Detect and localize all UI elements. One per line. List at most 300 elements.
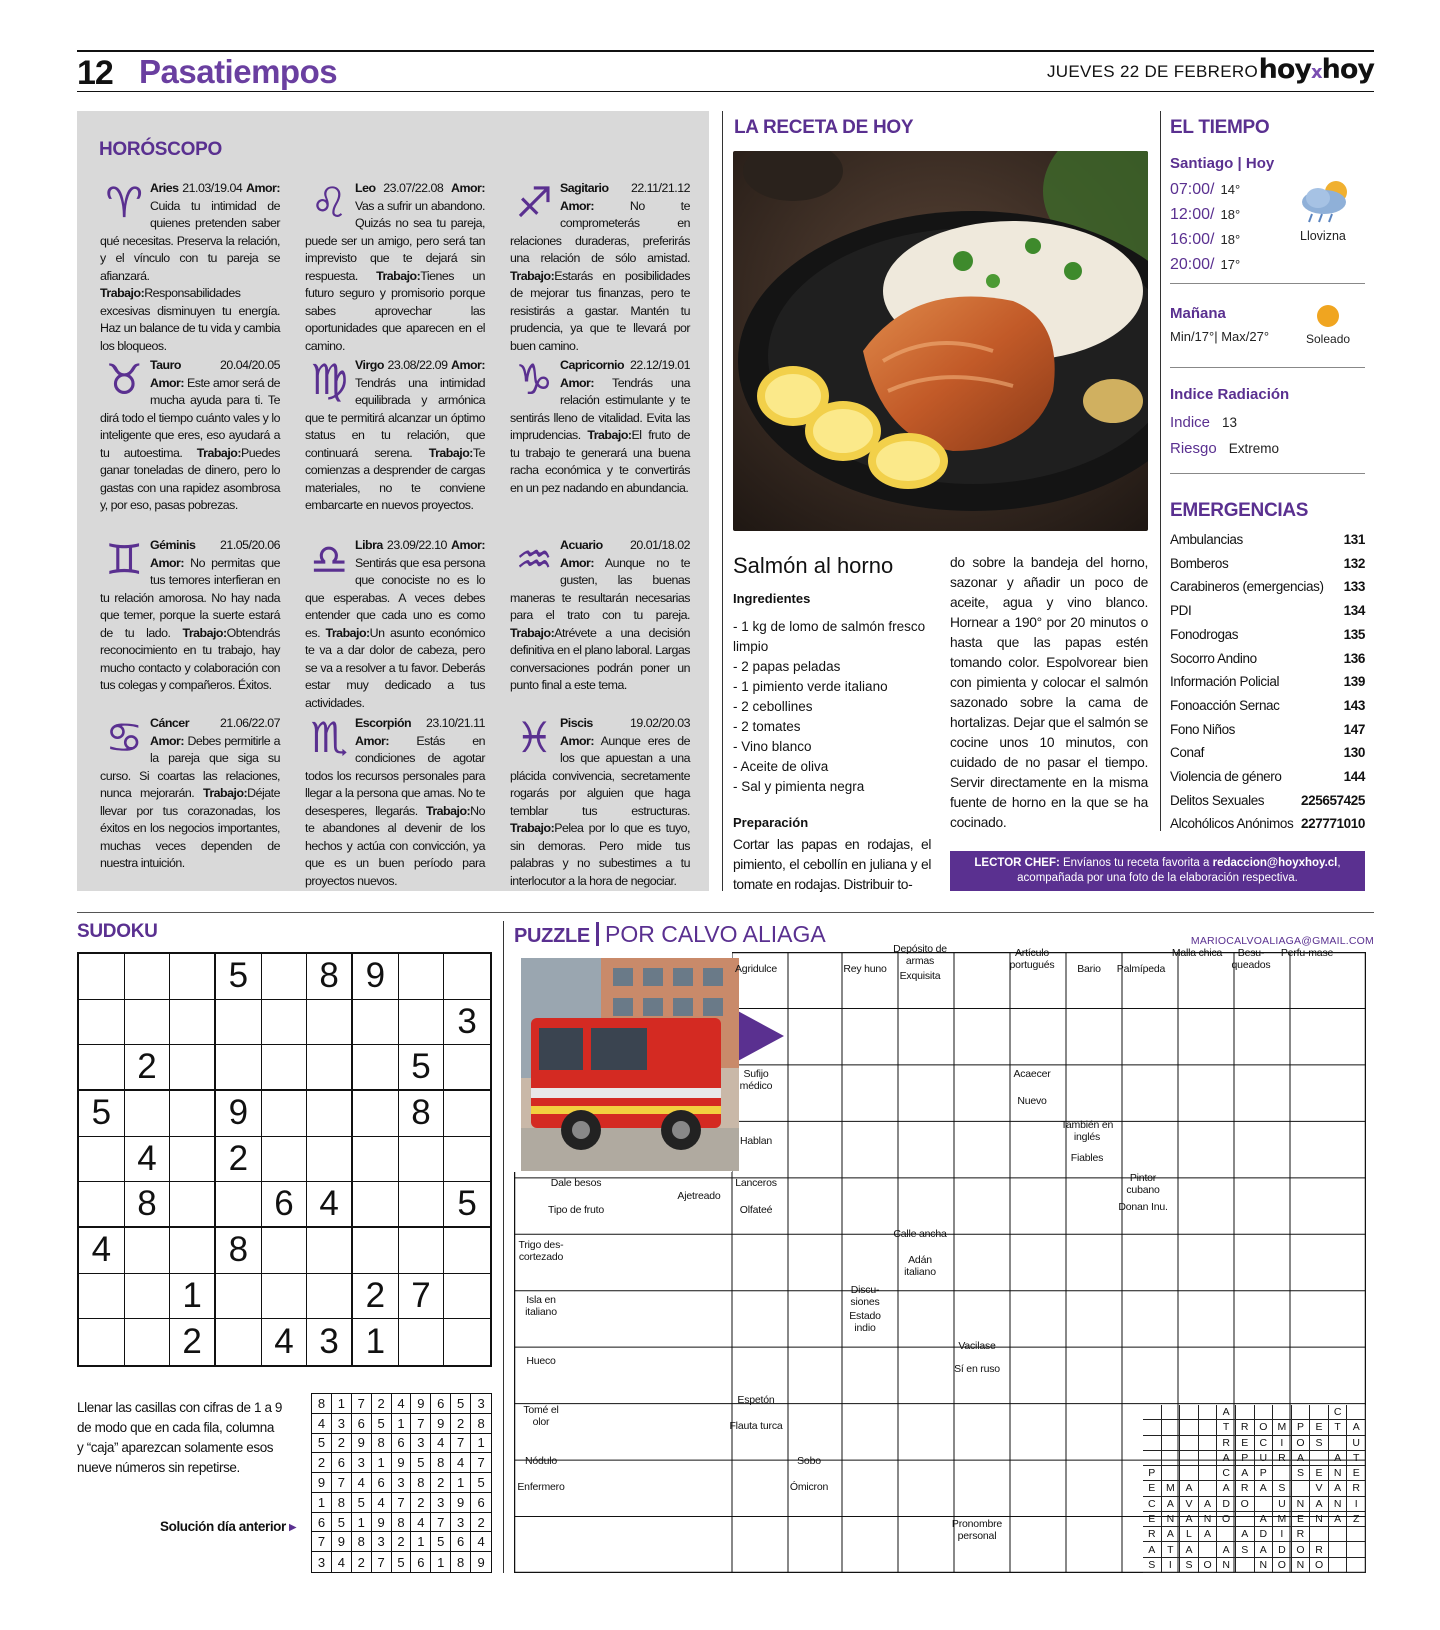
sudoku-cell: 3 xyxy=(392,1473,412,1493)
horoscope-sign-tauro: ♉ Tauro 20.04/20.05 Amor: Este amor será de mucha ayuda para ti. Te dirá todo el tiempo cuánto vales y lo inteligente que eres, eso ayudará a tu autoestima. Trabajo:Puedes ganar toneladas de dinero, pero lo gastas con una rapidez asombrosa y, por eso, pasas pobrezas. xyxy=(100,355,280,512)
solution-cell xyxy=(1199,1405,1218,1420)
sudoku-cell: 6 xyxy=(471,1493,491,1513)
sudoku-cell: 7 xyxy=(471,1453,491,1473)
solution-cell: A xyxy=(1217,1405,1236,1420)
sudoku-cell: 1 xyxy=(372,1453,392,1473)
sudoku-cell: 2 xyxy=(312,1453,332,1473)
solution-cell: A xyxy=(1292,1451,1311,1466)
drizzle-icon xyxy=(1296,178,1356,231)
sudoku-cell: 6 xyxy=(431,1394,451,1414)
emergency-contact: Bomberos 132 xyxy=(1170,555,1365,571)
sudoku-cell: 9 xyxy=(352,1434,372,1454)
solution-cell xyxy=(1180,1405,1199,1420)
sudoku-cell[interactable] xyxy=(216,1045,262,1091)
sudoku-cell: 4 xyxy=(262,1319,308,1365)
sudoku-cell: 8 xyxy=(431,1453,451,1473)
solution-cell xyxy=(1162,1420,1181,1435)
sudoku-cell[interactable] xyxy=(399,954,445,1000)
sudoku-cell: 5 xyxy=(79,1091,125,1137)
puzzle-author-email: MARIOCALVOALIAGA@GMAIL.COM xyxy=(1190,935,1374,947)
sudoku-cell[interactable] xyxy=(125,1000,171,1046)
sudoku-cell: 4 xyxy=(411,1513,431,1533)
clue-enfermero: Enfermero xyxy=(517,1481,565,1493)
sudoku-cell: 6 xyxy=(312,1513,332,1533)
sudoku-cell: 6 xyxy=(332,1453,352,1473)
sudoku-cell: 1 xyxy=(471,1434,491,1454)
sudoku-cell[interactable] xyxy=(353,1000,399,1046)
sudoku-cell[interactable] xyxy=(262,954,308,1000)
sudoku-cell[interactable] xyxy=(170,954,216,1000)
sudoku-cell: 5 xyxy=(451,1394,471,1414)
sudoku-cell[interactable] xyxy=(216,1274,262,1320)
solution-cell: N xyxy=(1292,1497,1311,1512)
ingredient-item: - 2 tomates xyxy=(733,719,801,734)
clue-trigo: Trigo des-cortezado xyxy=(518,1239,564,1263)
solution-cell: O xyxy=(1199,1558,1218,1573)
hourly-forecast: 12:00/ 18° xyxy=(1170,206,1241,223)
sudoku-cell: 2 xyxy=(352,1552,372,1572)
sudoku-cell: 8 xyxy=(312,1394,332,1414)
sudoku-cell[interactable] xyxy=(353,1045,399,1091)
sudoku-cell[interactable] xyxy=(79,1319,125,1365)
solution-cell: C xyxy=(1329,1405,1348,1420)
solution-cell: D xyxy=(1217,1497,1236,1512)
sudoku-cell[interactable] xyxy=(170,1091,216,1137)
sudoku-cell[interactable] xyxy=(399,1228,445,1274)
sudoku-cell[interactable] xyxy=(353,1091,399,1137)
solution-cell xyxy=(1292,1405,1311,1420)
solution-cell: R xyxy=(1143,1527,1162,1542)
sudoku-cell[interactable] xyxy=(307,1137,353,1183)
clue-perfumase: Perfu-mase xyxy=(1280,947,1334,959)
sudoku-cell[interactable] xyxy=(79,1274,125,1320)
sudoku-cell: 1 xyxy=(332,1394,352,1414)
solution-cell: S xyxy=(1236,1542,1255,1557)
sudoku-cell[interactable] xyxy=(79,1182,125,1228)
solution-cell xyxy=(1347,1542,1366,1557)
solution-cell: T xyxy=(1329,1420,1348,1435)
solution-cell xyxy=(1143,1451,1162,1466)
sudoku-cell: 7 xyxy=(372,1552,392,1572)
emergency-contact: PDI 134 xyxy=(1170,603,1365,619)
solution-cell: U xyxy=(1255,1451,1274,1466)
solution-cell: P xyxy=(1143,1466,1162,1481)
sudoku-cell: 6 xyxy=(392,1434,412,1454)
sudoku-cell: 2 xyxy=(451,1414,471,1434)
clue-sufijo: Sufijo médico xyxy=(739,1068,773,1092)
page-header xyxy=(77,50,1374,92)
sudoku-cell[interactable] xyxy=(79,1000,125,1046)
sudoku-cell[interactable] xyxy=(262,1045,308,1091)
solution-cell: N xyxy=(1255,1558,1274,1573)
sudoku-cell[interactable] xyxy=(444,1274,490,1320)
clue-hueco: Hueco xyxy=(526,1355,556,1367)
sudoku-cell[interactable] xyxy=(125,1319,171,1365)
sudoku-cell: 9 xyxy=(332,1532,352,1552)
tomorrow-condition: Soleado xyxy=(1306,332,1351,346)
solution-cell: T xyxy=(1162,1542,1181,1557)
chef-email-link[interactable]: redaccion@hoyxhoy.cl xyxy=(1212,857,1338,869)
solution-cell xyxy=(1180,1466,1199,1481)
sudoku-cell[interactable] xyxy=(444,1091,490,1137)
sudoku-cell: 1 xyxy=(431,1552,451,1572)
solution-cell xyxy=(1273,1466,1292,1481)
sudoku-cell[interactable] xyxy=(444,1228,490,1274)
sudoku-cell[interactable] xyxy=(444,954,490,1000)
sudoku-cell: 5 xyxy=(312,1434,332,1454)
clue-exquisita: Exquisita xyxy=(899,970,941,982)
sudoku-cell[interactable] xyxy=(170,1137,216,1183)
sudoku-cell: 5 xyxy=(471,1473,491,1493)
solution-cell: C xyxy=(1255,1436,1274,1451)
emergency-contact: Fonoacción Sernac 143 xyxy=(1170,697,1365,713)
clue-rey-huno: Rey huno xyxy=(843,963,887,975)
solution-cell: O xyxy=(1255,1420,1274,1435)
sudoku-cell: 2 xyxy=(411,1493,431,1513)
sudoku-cell[interactable] xyxy=(262,1137,308,1183)
horoscope-title: HORÓSCOPO xyxy=(99,139,222,160)
sudoku-cell: 6 xyxy=(262,1182,308,1228)
horoscope-sign-escorpión: ♏ Escorpión 23.10/21.11 Amor: Estás en condiciones de agotar todos los recursos personales para llegar a la persona que amas. No te desesperes, llegarás. Trabajo:No te abandones al devenir de los hechos y actúa con convicción, ya que es un buen período para proyectos nuevos. xyxy=(305,713,485,888)
solution-cell: I xyxy=(1273,1436,1292,1451)
sudoku-cell: 5 xyxy=(392,1552,412,1572)
zodiac-piscis-icon: ♓ xyxy=(515,713,553,762)
sudoku-cell: 8 xyxy=(332,1493,352,1513)
sudoku-cell: 2 xyxy=(170,1319,216,1365)
solution-cell: N xyxy=(1329,1466,1348,1481)
emergency-contact: Ambulancias 131 xyxy=(1170,532,1365,547)
sudoku-cell: 5 xyxy=(352,1493,372,1513)
sudoku-cell[interactable] xyxy=(170,1228,216,1274)
clue-lanceros: Lanceros xyxy=(735,1177,777,1189)
solution-cell xyxy=(1162,1436,1181,1451)
solution-cell: E xyxy=(1310,1466,1329,1481)
recipe-section-title: LA RECETA DE HOY xyxy=(734,117,914,138)
sudoku-cell: 7 xyxy=(451,1434,471,1454)
sudoku-cell[interactable] xyxy=(216,1000,262,1046)
sudoku-cell[interactable] xyxy=(307,1274,353,1320)
zodiac-virgo-icon: ♍ xyxy=(310,355,348,404)
sudoku-cell: 4 xyxy=(372,1493,392,1513)
sudoku-cell: 6 xyxy=(411,1552,431,1572)
sudoku-cell[interactable] xyxy=(399,1182,445,1228)
solution-cell: A xyxy=(1180,1512,1199,1527)
sudoku-cell[interactable] xyxy=(353,1182,399,1228)
sudoku-cell: 3 xyxy=(444,1000,490,1046)
solution-cell xyxy=(1143,1436,1162,1451)
solution-cell: I xyxy=(1162,1558,1181,1573)
solution-cell: I xyxy=(1347,1497,1366,1512)
solution-cell xyxy=(1273,1405,1292,1420)
sudoku-solution-grid xyxy=(311,1393,492,1573)
sudoku-cell[interactable] xyxy=(399,1000,445,1046)
weather-city: Santiago | Hoy xyxy=(1170,155,1275,172)
sudoku-cell[interactable] xyxy=(216,1319,262,1365)
solution-cell: N xyxy=(1329,1497,1348,1512)
emergency-contact: Información Policial 139 xyxy=(1170,674,1365,690)
sudoku-instructions: Llenar las casillas con cifras de 1 a 9 de modo que en cada fila, columna y “caja” aparezcan solamente esos nueve números sin repetirse. xyxy=(77,1400,283,1475)
uv-index: Indice 13 xyxy=(1170,414,1238,431)
emergencies-title: EMERGENCIAS xyxy=(1170,500,1309,521)
solution-cell xyxy=(1217,1527,1236,1542)
emergency-contact: Alcohólicos Anónimos 227771010 xyxy=(1170,816,1365,832)
sudoku-cell: 8 xyxy=(451,1552,471,1572)
sudoku-cell: 4 xyxy=(312,1414,332,1434)
sudoku-cell[interactable] xyxy=(216,1182,262,1228)
zodiac-géminis-icon: ♊ xyxy=(105,535,143,584)
ingredient-item: - Vino blanco xyxy=(733,739,812,754)
sudoku-cell: 9 xyxy=(312,1473,332,1493)
sudoku-cell[interactable] xyxy=(399,1319,445,1365)
sudoku-cell: 5 xyxy=(399,1045,445,1091)
solution-cell: R xyxy=(1236,1481,1255,1496)
horoscope-sign-leo: ♌ Leo 23.07/22.08 Amor: Vas a sufrir un abandono. Quizás no sea tu pareja, puede ser un amigo, pero será tan imprevisto que te dejará sin respuesta. Trabajo:Tienes un futuro seguro y promisorio porque sabes aprovechar las oportunidades que aparecen en el camino. xyxy=(305,178,485,353)
solution-cell: V xyxy=(1180,1497,1199,1512)
horoscope-sign-libra: ♎ Libra 23.09/22.10 Amor: Sentirás que esa persona que conociste no es lo que esperabas. A veces debes entender que cada uno es como es. Trabajo:Un asunto económico te va a dar dolor de cabeza, pero se va a resolver a tu favor. Deberás estar muy dedicado a tus actividades. xyxy=(305,535,485,710)
sudoku-cell[interactable] xyxy=(307,1091,353,1137)
sudoku-cell[interactable] xyxy=(353,1137,399,1183)
sudoku-cell[interactable] xyxy=(307,1000,353,1046)
sudoku-cell[interactable] xyxy=(125,954,171,1000)
solution-cell xyxy=(1347,1527,1366,1542)
sudoku-cell[interactable] xyxy=(444,1137,490,1183)
sudoku-cell: 8 xyxy=(372,1434,392,1454)
solution-cell xyxy=(1329,1527,1348,1542)
sudoku-cell: 9 xyxy=(431,1414,451,1434)
sudoku-cell: 4 xyxy=(392,1394,412,1414)
solution-cell: O xyxy=(1310,1558,1329,1573)
clue-acaecer: Acaecer xyxy=(1013,1068,1051,1080)
clue-malla: Malla chica xyxy=(1171,947,1223,959)
solution-cell xyxy=(1236,1405,1255,1420)
solution-cell: O xyxy=(1273,1558,1292,1573)
solution-cell: S xyxy=(1180,1558,1199,1573)
clue-besuqueados: Besu-queados xyxy=(1231,947,1271,971)
zodiac-libra-icon: ♎ xyxy=(310,535,348,584)
sudoku-cell: 9 xyxy=(451,1493,471,1513)
sudoku-cell: 8 xyxy=(216,1228,262,1274)
sudoku-cell[interactable] xyxy=(125,1091,171,1137)
horoscope-sign-cáncer: ♋ Cáncer 21.06/22.07 Amor: Debes permitirle a la pareja que siga su curso. Si coartas las relaciones, nunca mejorarán. Trabajo:Déjate llevar por tus corazonadas, los éxitos en los negocios importantes, muchas veces dependen de nuestra intuición. xyxy=(100,713,280,870)
solution-cell xyxy=(1236,1558,1255,1573)
solution-cell: N xyxy=(1199,1512,1218,1527)
ingredient-item: - Aceite de oliva xyxy=(733,759,829,774)
sudoku-cell[interactable] xyxy=(79,954,125,1000)
clue-tambien: También en inglés xyxy=(1060,1119,1114,1143)
clue-bario: Bario xyxy=(1077,963,1101,975)
horoscope-sign-sagitario: ♐ Sagitario 22.11/21.12 Amor: No te comprometerás en relaciones duraderas, preferirás una relación de sólo amistad. Trabajo:Estarás en posibilidades de mejorar tus finanzas, pero te resistirás a gastar. Mantén tu prudencia, ya que te llevará por buen camino. xyxy=(510,178,690,353)
sudoku-cell[interactable] xyxy=(262,1274,308,1320)
sudoku-cell: 5 xyxy=(411,1453,431,1473)
solution-cell: N xyxy=(1162,1512,1181,1527)
preparation-text-continued: do sobre la bandeja del horno, sazonar y añadir un poco de aceite, agua y vino blanco. Hornear a 190° por 20 minutos o hasta que las papas estén tomando color. Espolvorear bien con pimienta y colocar el salmón sazonado sobre la cama de hortalizas. Dejar que el salmón se cocine unos 10 minutos, con cuidado de no pasar el tiempo. Servir directamente en la misma fuente de horno en la que se ha cocinado. xyxy=(950,555,1148,830)
issue-date: JUEVES 22 DE FEBRERO xyxy=(1046,62,1258,81)
solution-cell: E xyxy=(1143,1512,1162,1527)
clue-nuevo: Nuevo xyxy=(1017,1095,1047,1107)
uv-title: Indice Radiación xyxy=(1170,386,1290,403)
ingredients-list xyxy=(733,617,933,797)
solution-cell: U xyxy=(1347,1436,1366,1451)
solution-cell: A xyxy=(1217,1481,1236,1496)
sudoku-cell[interactable] xyxy=(262,1000,308,1046)
solution-cell: T xyxy=(1347,1451,1366,1466)
clue-pronombre: Pronombre personal xyxy=(951,1518,1003,1542)
clue-vacilase: Vacilase xyxy=(958,1340,996,1352)
solution-cell xyxy=(1199,1466,1218,1481)
solution-cell xyxy=(1143,1420,1162,1435)
sudoku-cell[interactable] xyxy=(79,1137,125,1183)
zodiac-capricornio-icon: ♑ xyxy=(515,355,553,404)
solution-cell xyxy=(1310,1527,1329,1542)
sudoku-title: SUDOKU xyxy=(77,921,158,942)
emergency-contact: Delitos Sexuales 225657425 xyxy=(1170,792,1365,808)
clue-olfatee: Olfateé xyxy=(739,1204,773,1216)
solution-cell xyxy=(1180,1420,1199,1435)
section-divider xyxy=(77,912,1374,913)
sudoku-cell[interactable] xyxy=(444,1045,490,1091)
sudoku-cell: 3 xyxy=(431,1493,451,1513)
lector-chef-banner: LECTOR CHEF: Envíanos tu receta favorita a redaccion@hoyxhoy.cl, acompañada por una foto de la elaboración respectiva. xyxy=(950,851,1365,891)
solution-cell: A xyxy=(1329,1512,1348,1527)
solution-cell: A xyxy=(1310,1497,1329,1512)
clue-ajetreado: Ajetreado xyxy=(677,1190,721,1202)
solution-cell: S xyxy=(1310,1436,1329,1451)
clue-dale-besos: Dale besos xyxy=(550,1177,602,1189)
sudoku-cell: 3 xyxy=(411,1434,431,1454)
ingredient-item: - 2 cebollines xyxy=(733,699,813,714)
column-rule xyxy=(1160,111,1161,831)
solution-cell: N xyxy=(1292,1558,1311,1573)
solution-cell: M xyxy=(1162,1481,1181,1496)
solution-cell xyxy=(1199,1481,1218,1496)
sudoku-cell: 6 xyxy=(352,1414,372,1434)
solution-cell: D xyxy=(1273,1542,1292,1557)
page-number: 12 xyxy=(77,54,113,92)
sun-icon xyxy=(1315,303,1341,334)
solution-cell: A xyxy=(1255,1481,1274,1496)
sudoku-cell[interactable] xyxy=(353,1228,399,1274)
sudoku-cell: 1 xyxy=(353,1319,399,1365)
solution-cell xyxy=(1292,1481,1311,1496)
sudoku-cell: 4 xyxy=(79,1228,125,1274)
solution-cell: A xyxy=(1217,1542,1236,1557)
zodiac-sagitario-icon: ♐ xyxy=(515,178,553,227)
sudoku-cell: 5 xyxy=(332,1513,352,1533)
zodiac-aries-icon: ♈ xyxy=(105,178,143,227)
tomorrow-range: Min/17°| Max/27° xyxy=(1170,329,1270,344)
clue-flauta: Flauta turca xyxy=(729,1420,783,1432)
sudoku-cell: 1 xyxy=(352,1513,372,1533)
solution-cell: E xyxy=(1310,1420,1329,1435)
sudoku-cell[interactable] xyxy=(307,1228,353,1274)
sudoku-cell: 3 xyxy=(372,1532,392,1552)
sudoku-cell: 2 xyxy=(431,1473,451,1493)
solution-cell xyxy=(1199,1451,1218,1466)
sudoku-cell[interactable] xyxy=(444,1319,490,1365)
column-rule xyxy=(503,921,504,1573)
solution-cell: E xyxy=(1292,1512,1311,1527)
sudoku-cell[interactable] xyxy=(399,1137,445,1183)
sudoku-cell: 9 xyxy=(216,1091,262,1137)
sudoku-cell: 6 xyxy=(372,1473,392,1493)
zodiac-escorpión-icon: ♏ xyxy=(310,713,348,762)
solution-cell xyxy=(1329,1436,1348,1451)
emergency-contact: Violencia de género 144 xyxy=(1170,769,1365,784)
zodiac-leo-icon: ♌ xyxy=(310,178,348,227)
clue-isla: Isla en italiano xyxy=(525,1294,557,1318)
solution-cell xyxy=(1329,1558,1348,1573)
clue-tome: Tomé el olor xyxy=(523,1404,559,1428)
sudoku-cell[interactable] xyxy=(262,1228,308,1274)
sudoku-cell[interactable] xyxy=(170,1045,216,1091)
sudoku-cell: 4 xyxy=(307,1182,353,1228)
brand-logo: hoyxhoy xyxy=(1258,54,1374,85)
sudoku-cell[interactable] xyxy=(125,1228,171,1274)
hourly-forecast: 16:00/ 18° xyxy=(1170,231,1241,248)
solution-cell: A xyxy=(1143,1542,1162,1557)
solution-cell: U xyxy=(1273,1497,1292,1512)
sudoku-cell: 9 xyxy=(477,1554,485,1570)
solution-cell: R xyxy=(1236,1420,1255,1435)
sudoku-cell[interactable] xyxy=(125,1274,171,1320)
sudoku-cell: 2 xyxy=(353,1274,399,1320)
sudoku-cell[interactable] xyxy=(262,1091,308,1137)
sudoku-cell: 5 xyxy=(372,1414,392,1434)
ingredient-item: - 1 pimiento verde italiano xyxy=(733,679,888,694)
sudoku-cell: 3 xyxy=(471,1394,491,1414)
solution-cell: A xyxy=(1255,1542,1274,1557)
clue-adan: Adán italiano xyxy=(904,1254,936,1278)
sudoku-cell: 9 xyxy=(411,1394,431,1414)
sudoku-cell: 4 xyxy=(451,1453,471,1473)
sudoku-cell: 7 xyxy=(332,1473,352,1493)
sudoku-cell: 8 xyxy=(399,1091,445,1137)
ingredient-item: - Sal y pimienta negra xyxy=(733,779,865,794)
horoscope-sign-virgo: ♍ Virgo 23.08/22.09 Amor: Tendrás una intimidad equilibrada y armónica que te permitirá alcanzar un óptimo status en tu relación, que continuará serena. Trabajo:Te comienzas a desprender de cargas materiales, no te conviene embarcarte en nuevos proyectos. xyxy=(305,355,485,512)
previous-puzzle-solution xyxy=(1143,1405,1366,1573)
sudoku-cell: 5 xyxy=(431,1532,451,1552)
solution-cell xyxy=(1199,1436,1218,1451)
sudoku-cell: 8 xyxy=(125,1182,171,1228)
clue-deposito: Depósito de armas xyxy=(893,943,947,967)
solution-cell: R xyxy=(1273,1451,1292,1466)
solution-cell: A xyxy=(1255,1512,1274,1527)
solution-cell xyxy=(1162,1466,1181,1481)
solution-cell: A xyxy=(1162,1497,1181,1512)
sudoku-cell[interactable] xyxy=(307,1045,353,1091)
solution-cell xyxy=(1310,1405,1329,1420)
column-rule xyxy=(722,111,723,891)
sudoku-cell: 2 xyxy=(471,1513,491,1533)
solution-cell: R xyxy=(1347,1481,1366,1496)
clue-palmipeda: Palmípeda xyxy=(1116,963,1166,975)
sudoku-cell[interactable] xyxy=(170,1000,216,1046)
sudoku-cell: 3 xyxy=(451,1513,471,1533)
zodiac-tauro-icon: ♉ xyxy=(105,355,143,404)
sudoku-grid xyxy=(77,952,492,1367)
section-title: Pasatiempos xyxy=(139,53,338,90)
solution-cell: O xyxy=(1292,1436,1311,1451)
solution-cell: A xyxy=(1217,1451,1236,1466)
solution-cell: V xyxy=(1310,1481,1329,1496)
sudoku-cell[interactable] xyxy=(170,1182,216,1228)
solution-cell: A xyxy=(1236,1527,1255,1542)
sudoku-cell[interactable] xyxy=(79,1045,125,1091)
emergency-contact: Conaf 130 xyxy=(1170,745,1365,761)
sudoku-cell: 7 xyxy=(352,1394,372,1414)
sudoku-cell: 5 xyxy=(216,954,262,1000)
horoscope-panel xyxy=(77,111,709,891)
